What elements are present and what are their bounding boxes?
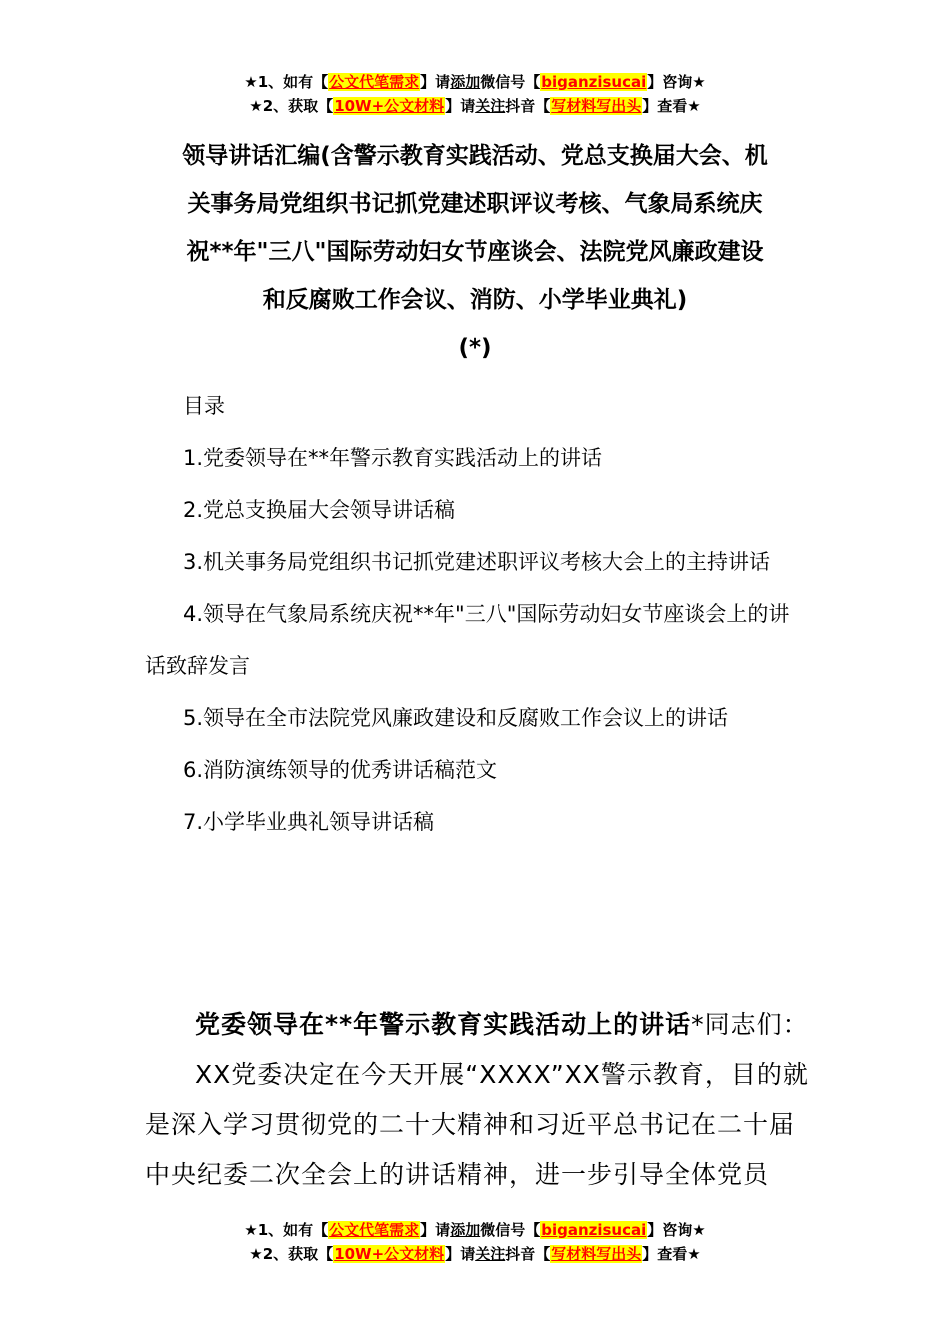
promo-highlight: 公文代笔需求 <box>329 73 420 91</box>
promo-banner-bottom <box>0 1218 950 1266</box>
article-body <box>145 1000 810 1200</box>
toc-item[interactable]: 3.机关事务局党组织书记抓党建述职评议考核大会上的主持讲话 <box>183 550 771 574</box>
toc-item[interactable]: 6.消防演练领导的优秀讲话稿范文 <box>183 758 498 782</box>
promo-emphasis: 关注 <box>475 1245 506 1263</box>
promo-highlight: 公文代笔需求 <box>329 1221 420 1239</box>
title-line: (*) <box>458 335 492 361</box>
promo-line-1 <box>0 70 950 94</box>
article-title: 党委领导在**年警示教育实践活动上的讲话 <box>195 1010 692 1039</box>
table-of-contents <box>145 380 810 848</box>
promo-highlight: 10W+公文材料 <box>334 1245 445 1263</box>
promo-text: 】咨询★ <box>647 73 706 91</box>
title-line: 关事务局党组织书记抓党建述职评议考核、气象局系统庆 <box>187 191 763 217</box>
promo-text: 微信号【 <box>480 1221 541 1239</box>
promo-text: ★2、获取【 <box>249 1245 334 1263</box>
promo-highlight: biganzisucai <box>541 73 647 91</box>
promo-text: 抖音【 <box>505 97 551 115</box>
promo-text: 】请 <box>420 1221 451 1239</box>
toc-item[interactable]: 5.领导在全市法院党风廉政建设和反腐败工作会议上的讲话 <box>183 706 729 730</box>
title-line: 和反腐败工作会议、消防、小学毕业典礼) <box>262 287 688 313</box>
promo-text: 微信号【 <box>480 73 541 91</box>
promo-banner-top <box>0 70 950 118</box>
title-line: 领导讲话汇编(含警示教育实践活动、党总支换届大会、机 <box>182 143 768 169</box>
promo-text: 】查看★ <box>642 97 701 115</box>
promo-highlight: 10W+公文材料 <box>334 97 445 115</box>
promo-highlight: 写材料写出头 <box>551 1245 642 1263</box>
promo-emphasis: 添加 <box>450 73 481 91</box>
document-title <box>145 132 805 372</box>
toc-item[interactable]: 1.党委领导在**年警示教育实践活动上的讲话 <box>183 446 603 470</box>
promo-text: 】请 <box>420 73 451 91</box>
promo-text: 】咨询★ <box>647 1221 706 1239</box>
article-heading <box>145 1000 810 1050</box>
toc-item[interactable]: 2.党总支换届大会领导讲话稿 <box>183 498 456 522</box>
toc-item[interactable]: 7.小学毕业典礼领导讲话稿 <box>183 810 435 834</box>
promo-text: ★1、如有【 <box>244 73 329 91</box>
title-line: 祝**年"三八"国际劳动妇女节座谈会、法院党风廉政建设 <box>186 239 764 265</box>
promo-text: ★1、如有【 <box>244 1221 329 1239</box>
promo-line-2 <box>0 94 950 118</box>
promo-highlight: biganzisucai <box>541 1221 647 1239</box>
article-salutation: *同志们： <box>691 1010 809 1039</box>
toc-item[interactable]: 4.领导在气象局系统庆祝**年"三八"国际劳动妇女节座谈会上的讲话致辞发言 <box>145 602 790 678</box>
toc-heading: 目录 <box>183 394 225 418</box>
promo-highlight: 写材料写出头 <box>551 97 642 115</box>
promo-text: ★2、获取【 <box>249 97 334 115</box>
promo-text: 】请 <box>445 1245 476 1263</box>
promo-emphasis: 关注 <box>475 97 506 115</box>
promo-line-1 <box>0 1218 950 1242</box>
article-paragraph: XX党委决定在今天开展“XXXX”XX警示教育，目的就是深入学习贯彻党的二十大精神和习近平总书记在二十届中央纪委二次全会上的讲话精神，进一步引导全体党员 <box>145 1060 809 1189</box>
promo-line-2 <box>0 1242 950 1266</box>
promo-text: 】请 <box>445 97 476 115</box>
promo-text: 】查看★ <box>642 1245 701 1263</box>
promo-emphasis: 添加 <box>450 1221 481 1239</box>
promo-text: 抖音【 <box>505 1245 551 1263</box>
